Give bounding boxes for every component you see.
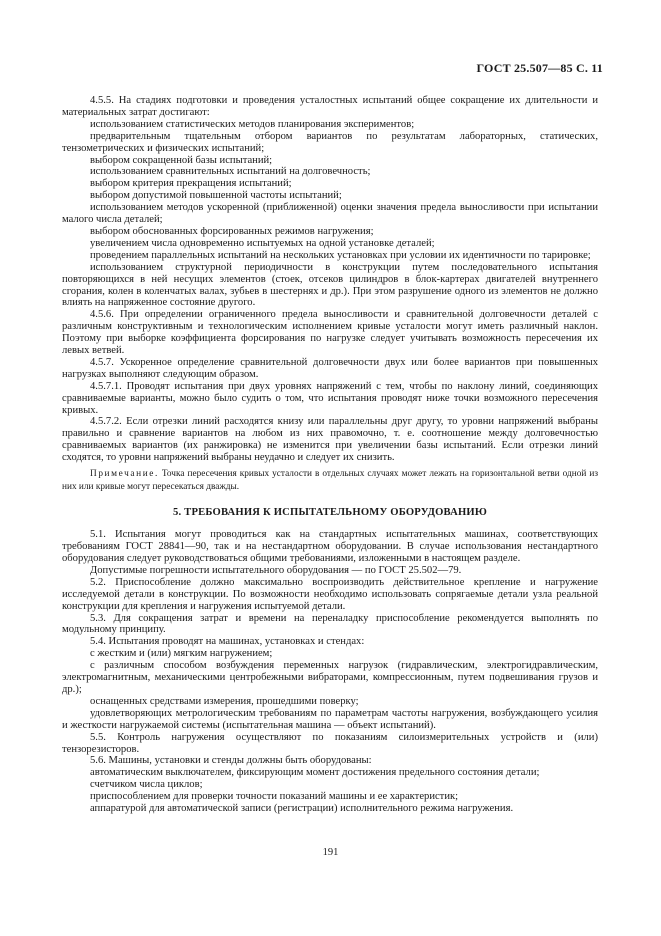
body-paragraph: использованием статистических методов планирования экспериментов; <box>90 118 415 130</box>
body-paragraph: выбором критерия прекращения испытаний; <box>90 178 292 190</box>
body-paragraph: выбором допустимой повышенной частоты испытаний; <box>90 190 342 202</box>
body-paragraph: приспособлением для проверки точности показаний машины и ее характеристик; <box>90 791 459 803</box>
section-5-block <box>62 529 598 815</box>
body-paragraph: 4.5.7.1. Проводят испытания при двух уровнях напряжений с тем, чтобы по наклону линий, соединяющих сравниваемые варианты, можно было судить о том, что испытания проводят ниже точки возможного пересечения кривых. <box>62 380 598 416</box>
body-paragraph: использованием методов ускоренной (приближенной) оценки значения предела выносливости при испытании малого числа деталей; <box>62 202 598 226</box>
body-paragraph: увеличением числа одновременно испытуемых на одной установке деталей; <box>90 237 435 249</box>
page-number: 191 <box>322 847 339 858</box>
clause-4-5-block <box>62 95 598 464</box>
body-paragraph: счетчиком числа циклов; <box>90 779 203 791</box>
body-paragraph: 5.2. Приспособление должно максимально воспроизводить действительное крепление и нагружение исследуемой детали в конструкции. По возможности необходимо использовать сопрягаемые детали узла реальной конструкции для крепления и нагружения испытуемой детали. <box>62 576 598 612</box>
body-paragraph: выбором обоснованных форсированных режимов нагружения; <box>90 225 374 237</box>
body-paragraph: с различным способом возбуждения переменных нагрузок (гидравлическим, электрогидравлическим, электромагнитным, механическими центробежными вибраторами, компрессионным, путем подвешивания грузов и др.); <box>62 660 598 695</box>
body-paragraph: аппаратурой для автоматической записи (регистрации) исполнительного режима нагружения. <box>90 803 514 815</box>
section-title: 5. ТРЕБОВАНИЯ К ИСПЫТАТЕЛЬНОМУ ОБОРУДОВАНИЮ <box>172 507 488 519</box>
body-paragraph: Допустимые погрешности испытательного оборудования — по ГОСТ 25.502—79. <box>90 564 462 576</box>
body-paragraph: проведением параллельных испытаний на нескольких установках при условии их идентичности по тарировке; <box>90 249 591 261</box>
body-paragraph: 5.4. Испытания проводят на машинах, установках и стендах: <box>90 636 365 648</box>
body-paragraph: 4.5.5. На стадиях подготовки и проведения усталостных испытаний общее сокращение их длительности и материальных затрат достигают: <box>62 95 598 118</box>
note-label: Примечание. <box>90 469 159 480</box>
body-paragraph: 5.1. Испытания могут проводиться как на стандартных испытательных машинах, соответствующих требованиям ГОСТ 28841—90, так и на нестандартном оборудовании. В случае использования нестандартного оборудования следует руководствоваться общими требованиями, изложенными в настоящем разделе. <box>62 529 598 564</box>
body-paragraph: использованием сравнительных испытаний на долговечность; <box>90 166 371 178</box>
note-text: Точка пересечения кривых усталости в отдельных случаях может лежать на горизонтальной ветви одной из них или кривые могут пересекаться дважды. <box>62 469 598 492</box>
body-paragraph: 5.3. Для сокращения затрат и времени на переналадку приспособление рекомендуется выполнять по модульному принципу. <box>62 612 598 636</box>
body-paragraph: автоматическим выключателем, фиксирующим момент достижения предельного состояния детали; <box>90 767 540 779</box>
body-paragraph: оснащенных средствами измерения, прошедшими поверку; <box>90 695 359 707</box>
body-paragraph: удовлетворяющих метрологическим требованиям по параметрам частоты нагружения, возбуждающего усилия и жесткости нагружаемой системы (испытательная машина — объект испытаний). <box>62 707 598 731</box>
body-paragraph: 5.5. Контроль нагружения осуществляют по показаниям силоизмерительных устройств и (или) тензорезисторов. <box>62 731 598 755</box>
body-paragraph: предварительным тщательным отбором вариантов по результатам лабораторных, статических, тензометрических и физических испытаний; <box>62 130 598 154</box>
body-paragraph: 4.5.7. Ускоренное определение сравнительной долговечности двух или более вариантов при повышенных нагрузках выполняют следующим образом. <box>62 356 598 380</box>
body-paragraph: 4.5.7.2. Если отрезки линий расходятся книзу или параллельны друг другу, то уровни напряжений выбраны правильно и сравнение вариантов на любом из них правомочно, т. е. соотношение между долговечностью сравниваемых вариантов (их ранжировка) не изменится при увеличении базы испытаний. Если отрезки линий сходятся, то уровни напряжений выбраны неудачно и следует их снизить. <box>62 416 598 464</box>
page-header: ГОСТ 25.507—85 С. 11 <box>476 61 603 75</box>
body-paragraph: с жестким и (или) мягким нагружением; <box>90 648 273 660</box>
body-paragraph: 4.5.6. При определении ограниченного предела выносливости и сравнительной долговечности деталей с различным конструктивным и технологическим исполнением кривые усталости могут иметь различный наклон. Поэтому при выборке коэффициента форсирования по нагрузке следует учитывать возможность пересечения их левых ветвей. <box>62 309 598 357</box>
body-paragraph: использованием структурной периодичности в конструкции путем последовательного испытания повторяющихся в ней несущих элементов (стоек, отсеков цилиндров в блок-картерах двигателей внутреннего сгорания, колен в коленчатых валах, зубьев в шестернях и др.). При этом разрушение одного из элементов не должно влиять на напряженное состояние другого. <box>62 261 598 309</box>
note-paragraph <box>62 468 598 493</box>
body-paragraph: выбором сокращенной базы испытаний; <box>90 154 273 166</box>
document-body <box>62 95 598 815</box>
body-paragraph: 5.6. Машины, установки и стенды должны быть оборудованы: <box>90 755 372 767</box>
